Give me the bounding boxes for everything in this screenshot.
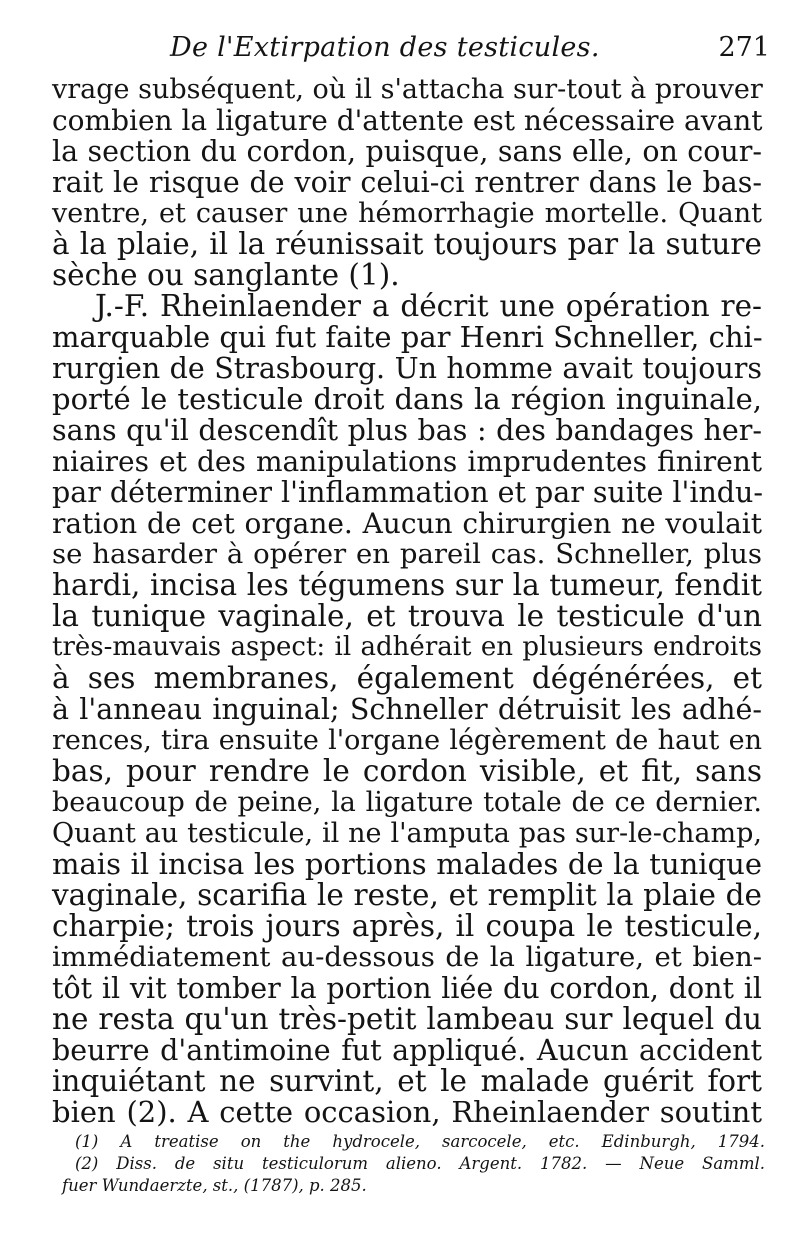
footnote: (1) A treatise on the hydrocele, sarcocele, etc. Edinburgh, 1794. bbox=[75, 1132, 765, 1151]
running-title: De l'Extirpation des testicules. bbox=[170, 32, 600, 63]
text-line: marquable qui fut faite par Henri Schneller, chi- bbox=[52, 320, 763, 354]
text-line: à ses membranes, également dégénérées, et bbox=[52, 661, 762, 695]
text-line: se hasarder à opérer en pareil cas. Schneller, plus bbox=[52, 538, 762, 570]
page-header bbox=[170, 32, 770, 72]
text-line: à l'anneau inguinal; Schneller détruisit les adhé- bbox=[52, 693, 762, 726]
text-line: mais il incisa les portions malades de la tunique bbox=[52, 847, 762, 881]
text-line: beaucoup de peine, la ligature totale de ce dernier. bbox=[52, 787, 762, 818]
text-line: rences, tira ensuite l'organe légèrement de haut en bbox=[52, 725, 762, 756]
text-line: bien (2). A cette occasion, Rheinlaender soutint bbox=[52, 1095, 762, 1129]
text-line: bas, pour rendre le cordon visible, et fit, sans bbox=[52, 754, 762, 788]
text-line: vaginale, scarifia le reste, et remplit la plaie de bbox=[52, 878, 762, 912]
text-line: très-mauvais aspect: il adhérait en plusieurs endroits bbox=[52, 632, 762, 662]
text-line: sèche ou sanglante (1). bbox=[52, 258, 400, 292]
text-line: immédiatement au-dessous de la ligature, et bien- bbox=[52, 941, 762, 973]
text-line: la section du cordon, puisque, sans elle, on cour- bbox=[52, 135, 762, 168]
text-line: niaires et des manipulations imprudentes finirent bbox=[52, 445, 762, 478]
text-line: hardi, incisa les tégumens sur la tumeur, fendit bbox=[52, 568, 762, 602]
text-line: à la plaie, il la réunissait toujours par la suture bbox=[52, 227, 762, 261]
text-line: porté le testicule droit dans la région inguinale, bbox=[52, 382, 762, 416]
page-number: 271 bbox=[718, 32, 770, 63]
text-line: rait le risque de voir celui-ci rentrer dans le bas- bbox=[52, 166, 762, 199]
text-line: la tunique vaginale, et trouva le testicule d'un bbox=[52, 599, 762, 633]
text-line: combien la ligature d'attente est nécessaire avant bbox=[52, 104, 763, 137]
text-line: ne resta qu'un très-petit lambeau sur lequel du bbox=[52, 1002, 762, 1036]
text-line: par déterminer l'inflammation et par suite l'indu- bbox=[52, 476, 764, 509]
footnote: (2) Diss. de situ testiculorum alieno. Argent. 1782. — Neue Samml. bbox=[75, 1154, 765, 1173]
text-line: ventre, et causer une hémorrhagie mortelle. Quant bbox=[52, 198, 762, 229]
text-line: sans qu'il descendît plus bas : des bandages her- bbox=[52, 414, 762, 447]
text-line: inquiétant ne survint, et le malade guérit fort bbox=[52, 1064, 762, 1098]
text-line: vrage subséquent, où il s'attacha sur-tout à prouver bbox=[52, 74, 763, 105]
text-line: J.-F. Rheinlaender a décrit une opération re- bbox=[95, 289, 762, 323]
text-line: tôt il vit tomber la portion liée du cordon, dont il bbox=[52, 972, 762, 1005]
text-line: charpie; trois jours après, il coupa le testicule, bbox=[52, 909, 762, 943]
footnote: fuer Wundaerzte, st., (1787), p. 285. bbox=[62, 1176, 367, 1195]
text-line: Quant au testicule, il ne l'amputa pas sur-le-champ, bbox=[52, 818, 762, 849]
text-line: ration de cet organe. Aucun chirurgien ne voulait bbox=[52, 507, 762, 540]
text-line: rurgien de Strasbourg. Un homme avait toujours bbox=[52, 352, 762, 385]
text-line: beurre d'antimoine fut appliqué. Aucun accident bbox=[52, 1034, 762, 1067]
